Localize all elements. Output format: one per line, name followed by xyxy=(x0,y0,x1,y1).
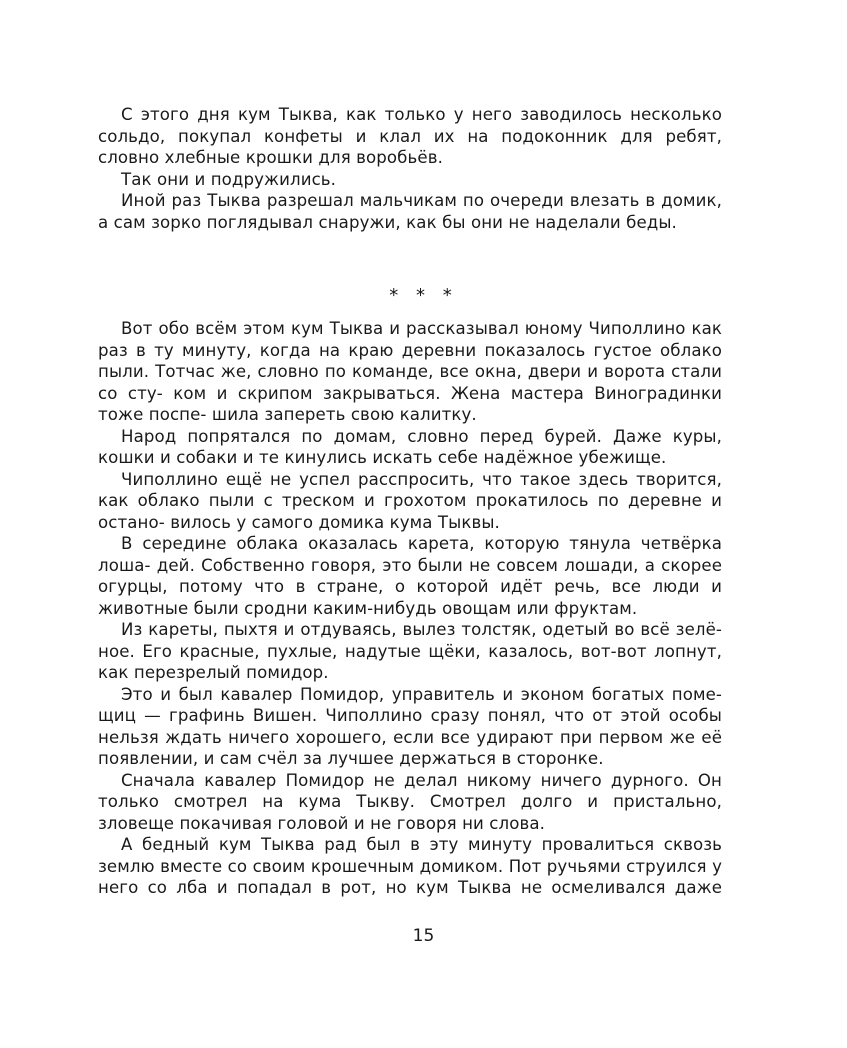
paragraph xyxy=(98,190,722,233)
text-line: появлении, и сам счёл за лучшее держаться в сторонке. xyxy=(98,749,604,768)
paragraph xyxy=(98,834,722,899)
text-line: только смотрел на кума Тыкву. Смотрел долго и пристально, зловеще xyxy=(98,792,722,833)
text-line: облако пыли с треском и грохотом прокатилось по деревне и остано- xyxy=(98,491,722,532)
paragraph xyxy=(98,469,722,534)
paragraph xyxy=(98,770,722,835)
paragraph xyxy=(98,104,722,169)
text-line: дей. Собственно говоря, это были не совсем лошади, а скорее огурцы, xyxy=(98,555,723,596)
text-line: шила запереть свою калитку. xyxy=(211,405,477,424)
section-separator: * * * xyxy=(389,285,458,306)
text-line: вилось у самого домика кума Тыквы. xyxy=(170,512,500,532)
text-line: землю вместе со своим крошечным домиком. Пот ручьями струился xyxy=(98,856,707,876)
text-line: Так они и подружились. xyxy=(121,169,337,189)
text-line: В середине облака оказалась карета, которую тянула четвёрка лоша- xyxy=(98,534,722,575)
paragraph xyxy=(98,426,722,469)
paragraph xyxy=(98,684,722,770)
text-line: у него со лба и попадал в рот, но кум Тыква не осмеливался даже xyxy=(98,856,722,897)
text-line: раз в ту минуту, когда на краю деревни показалось густое облако пыли. xyxy=(98,340,722,381)
text-line: Иной раз Тыква разрешал мальчикам по очереди влезать в домик, xyxy=(121,191,722,210)
paragraph xyxy=(98,169,722,191)
text-line: ное. Его красные, пухлые, надутые щёки, казалось, вот-вот лопнут, как xyxy=(98,641,722,682)
text-line: сольдо, покупал конфеты и клал их на подоконник для ребят, словно xyxy=(98,126,722,167)
text-line: С этого дня кум Тыква, как только у него заводилось несколько xyxy=(121,105,722,124)
text-line: Сначала кавалер Помидор не делал никому ничего дурного. Он xyxy=(121,770,722,790)
text-line: ком и скрипом закрываться. Жена мастера Виноградинки тоже поспе- xyxy=(98,383,722,424)
text-line: и собаки и те кинулись искать себе надёжное убежище. xyxy=(160,448,667,467)
text-line: нельзя ждать ничего хорошего, если все удирают при первом же её xyxy=(98,727,722,747)
paragraph xyxy=(98,533,722,619)
paragraph xyxy=(98,318,722,426)
text-line: щиц — графинь Вишен. Чиполлино сразу понял, что от этой особы xyxy=(98,706,722,725)
text-block-top xyxy=(98,104,722,233)
text-line: а сам зорко поглядывал снаружи, как бы они не наделали беды. xyxy=(98,212,677,232)
text-line: хлебные крошки для воробьёв. xyxy=(164,148,443,167)
text-line: перезрелый помидор. xyxy=(133,663,329,682)
text-line: Народ попрятался по домам, словно перед бурей. Даже куры, кошки xyxy=(98,426,722,467)
paragraph xyxy=(98,619,722,684)
text-line: Вот обо всём этом кум Тыква и рассказывал юному Чиполлино как xyxy=(121,319,722,338)
text-line: Тотчас же, словно по команде, все окна, двери и ворота стали со сту- xyxy=(98,362,722,403)
text-block-main xyxy=(98,318,722,899)
text-line: потому что в стране, о которой идёт речь, все люди и животные были xyxy=(98,577,722,618)
text-line: Из кареты, пыхтя и отдуваясь, вылез толстяк, одетый во всё зелё- xyxy=(121,620,722,639)
text-line: Это и был кавалер Помидор, управитель и эконом богатых поме- xyxy=(121,684,722,704)
page-number: 15 xyxy=(412,926,435,946)
text-line: Чиполлино ещё не успел расспросить, что такое здесь творится, как xyxy=(98,469,722,510)
text-line: А бедный кум Тыква рад был в эту минуту провалиться сквозь xyxy=(121,835,722,854)
text-line: покачивая головой и не говоря ни слова. xyxy=(179,813,545,833)
text-line: сродни каким-нибудь овощам или фруктам. xyxy=(244,598,638,618)
